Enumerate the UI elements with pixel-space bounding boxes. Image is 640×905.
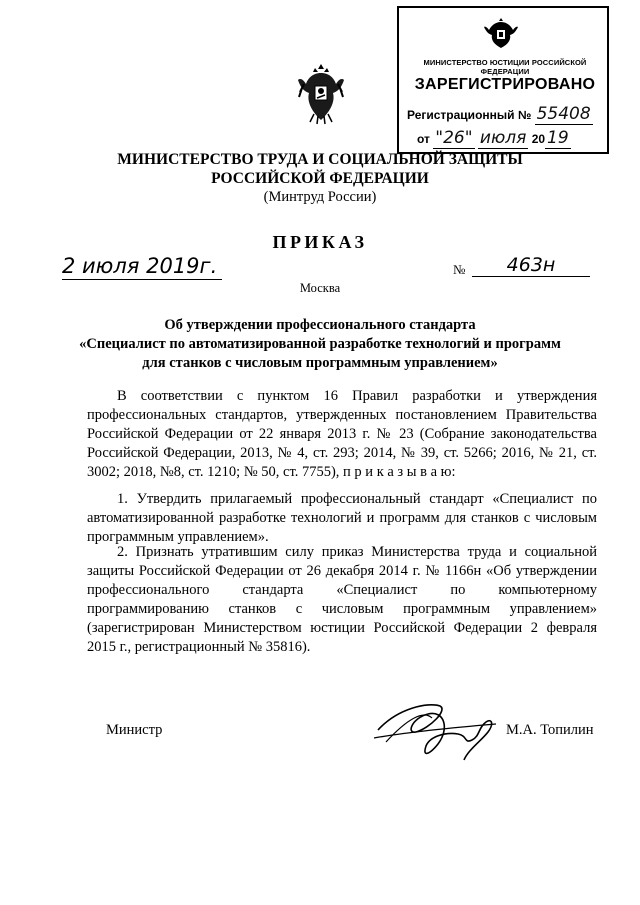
stamp-date-day: "26" bbox=[435, 128, 473, 148]
order-number-label: № bbox=[453, 262, 466, 277]
subject-line3: для станков с числовым программным управлением» bbox=[142, 355, 498, 371]
ministry-short-name: (Минтруд России) bbox=[263, 189, 377, 205]
item-2-text: 2. Признать утратившим силу приказ Министерства труда и социальной защиты Российской Федерации от 26 декабря 2014 г. № 1166н «Об утверждении профессионального стандарта «Специалист по компьютерному программированию станков с числовым программным управлением» (зарегистрирован Министерством юстиции Российской Федерации 2 февраля 2015 г., регистрационный № 35816). bbox=[87, 544, 597, 655]
order-city: Москва bbox=[299, 281, 341, 295]
ministry-name-line1: МИНИСТЕРСТВО ТРУДА И СОЦИАЛЬНОЙ ЗАЩИТЫ bbox=[117, 151, 523, 168]
registration-stamp bbox=[397, 6, 609, 154]
stamp-date-prefix: от bbox=[417, 132, 430, 146]
stamp-reg-label: Регистрационный № bbox=[407, 108, 532, 122]
stamp-ministry-name: МИНИСТЕРСТВО ЮСТИЦИИ РОССИЙСКОЙ ФЕДЕРАЦИИ bbox=[423, 58, 587, 76]
preamble-text: В соответствии с пунктом 16 Правил разработки и утверждения профессиональных стандартов, утвержденных постановлением Правительства Российской Федерации от 22 января 2013 г. № 23 (Собрание законодательства Российской Федерации, 2013, № 4, ст. 293; 2014, № 39, ст. 5266; 2016, № 21, ст. 3002; 2018, №8, ст. 1210; № 50, ст. 7755), bbox=[87, 388, 597, 480]
coat-of-arms-icon bbox=[296, 62, 346, 126]
stamp-date-line bbox=[417, 128, 571, 149]
subject-line1: Об утверждении профессионального стандарта bbox=[164, 317, 476, 333]
signatory-role: Министр bbox=[106, 722, 163, 738]
order-date-handwritten: 2 июля 2019г. bbox=[62, 254, 218, 278]
subject-line2: «Специалист по автоматизированной разработке технологий и программ bbox=[79, 336, 561, 352]
preamble-paragraph bbox=[87, 387, 597, 482]
stamp-date-year: 19 bbox=[547, 128, 569, 148]
stamp-date-month: июля bbox=[479, 128, 527, 148]
document-type-title: ПРИКАЗ bbox=[272, 232, 368, 252]
item-2-paragraph bbox=[87, 543, 597, 657]
order-number-handwritten: 463н bbox=[472, 254, 590, 277]
signatory-name: М.А. Топилин bbox=[506, 722, 594, 738]
item-1-text: 1. Утвердить прилагаемый профессиональный стандарт «Специалист по автоматизированной разработке технологий и программ для станков с числовым программным управлением». bbox=[87, 491, 597, 545]
ministry-name-line2: РОССИЙСКОЙ ФЕДЕРАЦИИ bbox=[211, 170, 429, 187]
preamble-command: п р и к а з ы в а ю: bbox=[343, 464, 456, 480]
stamp-status: ЗАРЕГИСТРИРОВАНО bbox=[414, 76, 596, 93]
handwritten-signature bbox=[368, 688, 503, 768]
stamp-date-year-prefix: 20 bbox=[531, 132, 546, 146]
stamp-registration-line bbox=[407, 104, 593, 125]
item-1-paragraph bbox=[87, 490, 597, 547]
stamp-emblem-icon bbox=[483, 14, 519, 52]
date-underline bbox=[62, 279, 222, 280]
stamp-reg-number: 55408 bbox=[536, 104, 591, 124]
